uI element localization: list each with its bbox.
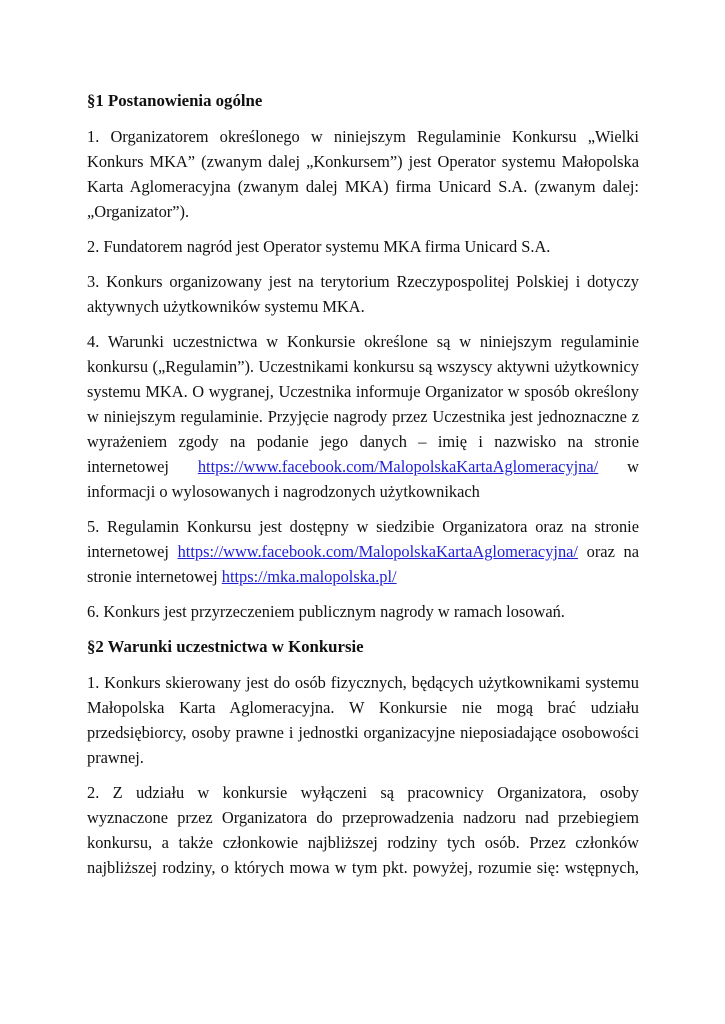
paragraph-1-4-text: 4. Warunki uczestnictwa w Konkursie określone są w niniejszym regulaminie konkursu („Regulamin”). Uczestnikami konkursu są wszyscy aktywni użytkownicy systemu MKA. O wygranej, Uczestnika informuje Organizator w sposób określony w niniejszym regulaminie. Przyjęcie nagrody przez Uczestnika jest jednoznaczne z wyrażeniem zgody na podanie jego danych – imię i nazwisko na stronie internetowej [87, 332, 639, 476]
mka-link[interactable]: https://mka.malopolska.pl/ [221, 567, 397, 586]
section-2-heading: §2 Warunki uczestnictwa w Konkursie [87, 637, 364, 656]
paragraph-1-6: 6. Konkurs jest przyrzeczeniem publicznym nagrody w ramach losowań. [87, 602, 565, 621]
facebook-link-2[interactable]: https://www.facebook.com/MalopolskaKartaAglomeracyjna/ [177, 542, 578, 561]
paragraph-1-4-tail: w informacji o wylosowanych i nagrodzonych użytkownikach [87, 457, 639, 501]
paragraph-1-5-text: 5. Regulamin Konkursu jest dostępny w siedzibie Organizatora oraz na stronie internetowej [87, 517, 639, 561]
paragraph-1-5-mid: oraz na stronie internetowej [87, 542, 639, 586]
paragraph-2-1: 1. Konkurs skierowany jest do osób fizycznych, będących użytkownikami systemu Małopolska Karta Aglomeracyjna. W Konkursie nie mogą brać udziału przedsiębiorcy, osoby prawne i jednostki organizacyjne nieposiadające osobowości prawnej. [87, 673, 639, 767]
facebook-link[interactable]: https://www.facebook.com/MalopolskaKartaAglomeracyjna/ [197, 457, 599, 476]
paragraph-1-3: 3. Konkurs organizowany jest na terytorium Rzeczypospolitej Polskiej i dotyczy aktywnych użytkowników systemu MKA. [87, 272, 639, 316]
paragraph-1-5 [87, 514, 639, 589]
paragraph-1-2: 2. Fundatorem nagród jest Operator systemu MKA firma Unicard S.A. [87, 237, 551, 256]
paragraph-1-1: 1. Organizatorem określonego w niniejszym Regulaminie Konkursu „Wielki Konkurs MKA” (zwanym dalej „Konkursem”) jest Operator systemu Małopolska Karta Aglomeracyjna (zwanym dalej MKA) firma Unicard S.A. (zwanym dalej: „Organizator”). [87, 127, 639, 221]
paragraph-2-2: 2. Z udziału w konkursie wyłączeni są pracownicy Organizatora, osoby wyznaczone przez Organizatora do przeprowadzenia nadzoru nad przebiegiem konkursu, a także członkowie najbliższej rodziny tych osób. Przez członków najbliższej rodziny, o których mowa w tym pkt. powyżej, rozumie się: wstępnych, [87, 783, 639, 877]
paragraph-1-4 [87, 329, 639, 504]
section-1-heading: §1 Postanowienia ogólne [87, 91, 263, 110]
